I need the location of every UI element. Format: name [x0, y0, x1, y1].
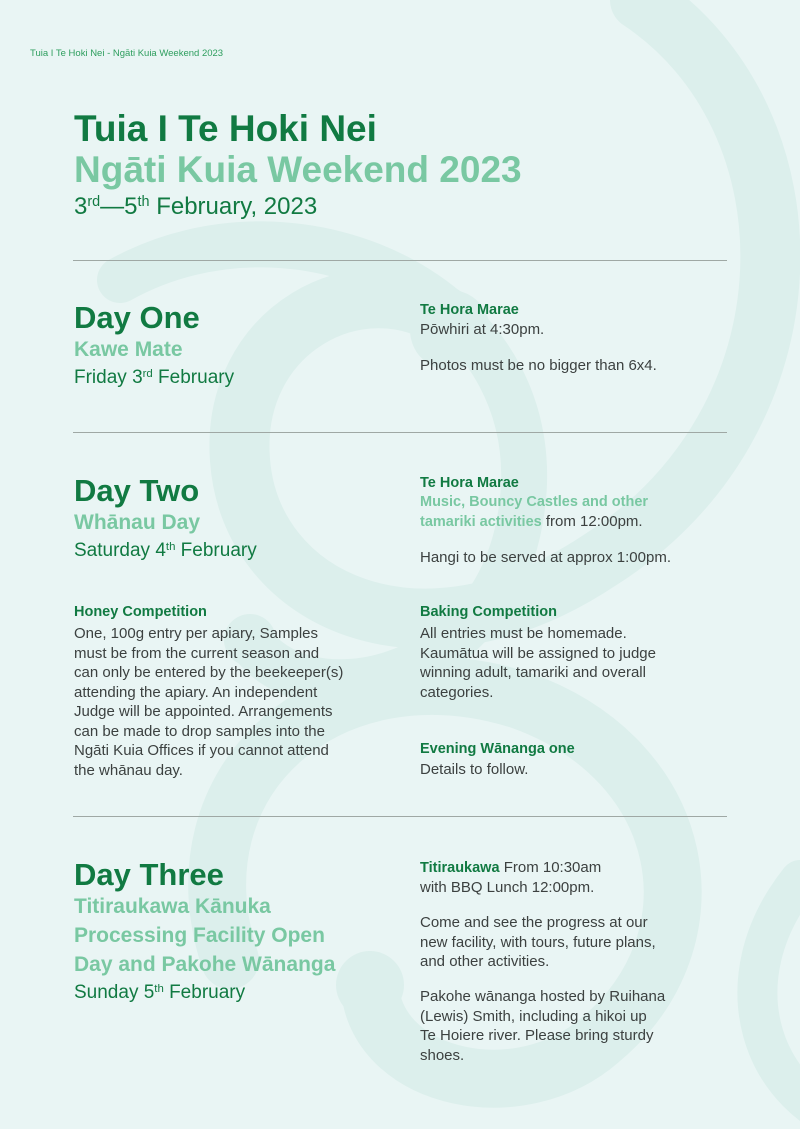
day-one-venue: Te Hora Marae [420, 302, 519, 318]
day-three-progress-text: Come and see the progress at our new facility, with tours, future plans, and other activities. [420, 914, 656, 970]
event-title: Tuia I Te Hoki Nei [74, 108, 377, 149]
day-two-activities-time: tamariki activities from 12:00pm. [420, 513, 643, 530]
day-three-subtitle: Titiraukawa Kānuka Processing Facility Open Day and Pakohe Wānanga [74, 895, 336, 976]
section-divider [73, 260, 727, 261]
baking-competition-heading: Baking Competition [420, 604, 557, 620]
day-three-date: Sunday 5th February [74, 982, 246, 1003]
day-two-subtitle: Whānau Day [74, 511, 201, 534]
day-three-title: Day Three [74, 857, 224, 892]
day-one-title: Day One [74, 300, 200, 335]
baking-competition-text: All entries must be homemade. Kaumātua will be assigned to judge winning adult, tamariki and overall categories. [420, 625, 656, 701]
running-header: Tuia I Te Hoki Nei - Ngāti Kuia Weekend 2023 [30, 48, 224, 59]
evening-wananga-heading: Evening Wānanga one [420, 741, 575, 757]
honey-competition-heading: Honey Competition [74, 604, 207, 620]
honey-competition-text: One, 100g entry per apiary, Samples must be from the current season and can only be entered by the beekeeper(s) attending the apiary. An independent Judge will be appointed. Arrangements can be made to drop samples into the Ngāti Kuia Offices if you cannot attend the whānau day. [74, 625, 344, 779]
day-two-date: Saturday 4th February [74, 540, 257, 561]
day-one-subtitle: Kawe Mate [74, 338, 183, 361]
day-two-hangi: Hangi to be served at approx 1:00pm. [420, 549, 671, 566]
day-two-activities: Music, Bouncy Castles and other [420, 494, 649, 510]
day-two-venue: Te Hora Marae [420, 475, 519, 491]
day-one-date: Friday 3rd February [74, 367, 235, 388]
event-subtitle: Ngāti Kuia Weekend 2023 [74, 149, 522, 190]
day-one-photos-note: Photos must be no bigger than 6x4. [420, 357, 657, 374]
day-one-powhiri: Pōwhiri at 4:30pm. [420, 321, 545, 338]
day-three-lunch: with BBQ Lunch 12:00pm. [420, 879, 595, 896]
section-divider [73, 816, 727, 817]
section-divider [73, 432, 727, 433]
event-dates: 3rd—5th February, 2023 [74, 193, 318, 220]
day-two-title: Day Two [74, 473, 200, 508]
day-three-venue: Titiraukawa From 10:30am [420, 859, 602, 876]
day-three-pakohe-text: Pakohe wānanga hosted by Ruihana (Lewis) Smith, including a hikoi up Te Hoiere river. Please bring sturdy shoes. [420, 988, 666, 1064]
evening-wananga-text: Details to follow. [420, 761, 529, 778]
